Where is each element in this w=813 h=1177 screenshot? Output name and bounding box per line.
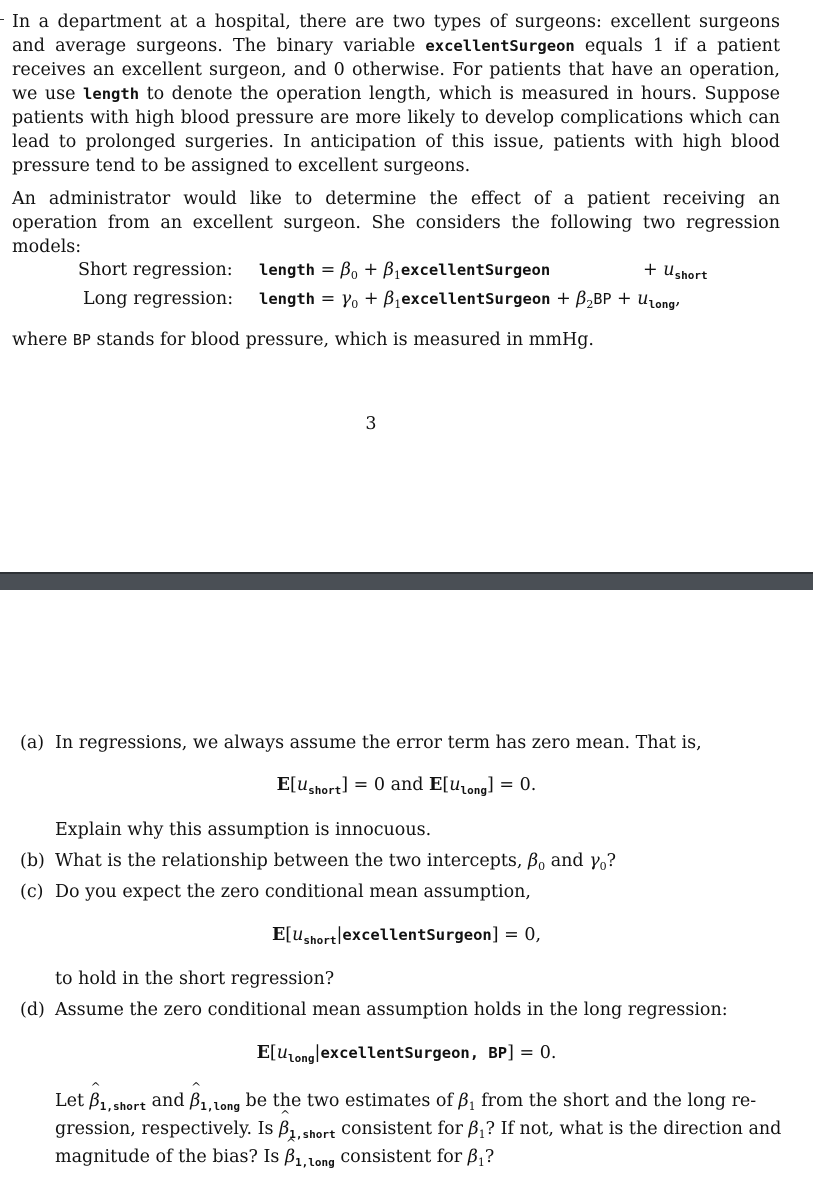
question-d-paragraph [20, 1087, 780, 1167]
page-number: 3 [365, 414, 377, 434]
short-conditional-mean-equation: $E[u_{short}|excellentSurgeon] = 0$, [271, 925, 542, 947]
question-d-line-2: gression, respectively. Is ^ $\beta_{1,short}$ consistent for $\beta_1$? If not, what is the direction and [55, 1115, 779, 1143]
question-b-label: (b) [20, 851, 45, 871]
page-4-top [0, 590, 813, 1177]
short-regression-equation: length = $\beta_0$ + $\beta_1excellentSurgeon$ [259, 260, 551, 282]
question-d [20, 998, 780, 1022]
question-b [20, 849, 780, 873]
page-separator [0, 572, 813, 590]
long-conditional-mean-equation: $E[u_{long}|excellentSurgeon$, BP] = 0. [256, 1043, 557, 1065]
where-sentence: where BP stands for blood pressure, which is measured in mmHg. [12, 330, 594, 350]
question-d-label: (d) [20, 1000, 45, 1020]
question-c-label: (c) [20, 882, 44, 902]
long-regression-label: Long regression: [83, 289, 234, 309]
long-regression-equation: length = $\gamma_0$ + $\beta_1excellentSurgeon + \beta_2BP + u_{long}$, [259, 289, 681, 311]
short-regression-error: + $u_{short}$ [643, 260, 708, 282]
margin-mark [0, 19, 4, 20]
question-a-text: In regressions, we always assume the error term has zero mean. That is, [55, 733, 702, 753]
question-d-text: Assume the zero conditional mean assumption holds in the long regression: [55, 1000, 728, 1020]
question-a-label: (a) [20, 733, 45, 753]
question-a-explain: Explain why this assumption is innocuous. [55, 820, 432, 840]
question-d-line-1: Let ^ $\beta_{1,short}$ and ^ $\beta_{1,long}$ be the two estimates of $\beta_1$ from the short and the long re- [55, 1087, 779, 1115]
short-regression-label: Short regression: [78, 260, 233, 280]
administrator-paragraph: An administrator would like to determine the effect of a patient receiving an operation from an excellent surgeon. She considers the following two regression models: [12, 189, 780, 257]
question-c [20, 880, 780, 904]
intro-paragraph: In a department at a hospital, there are two types of surgeons: excellent surgeons and average surgeons. The binary variable excellentSurgeon equals 1 if a patient receives an excellent surgeon, and 0 otherwise. For patients that have an operation, we use length to denote the operation length, which is measured in hours. Suppose patients with high blood pressure are more likely to develop complications which can lead to prolonged surgeries. In anticipation of this issue, patients with high blood pressure tend to be assigned to excellent surgeons. [12, 12, 780, 176]
question-d-line-3: magnitude of the bias? Is ^ $\beta_{1,long}$ consistent for $\beta_1$? [55, 1143, 779, 1171]
zero-mean-equation: $E[u_{short}] = 0$ and $E[u_{long}] = 0$. [276, 775, 537, 797]
page-3-bottom [0, 0, 813, 572]
question-c-text: Do you expect the zero conditional mean assumption, [55, 882, 531, 902]
question-a [20, 731, 780, 755]
question-c-follow: to hold in the short regression? [55, 969, 335, 989]
question-b-text: What is the relationship between the two intercepts, $\beta_0$ and $\gamma_0$? [55, 851, 617, 873]
